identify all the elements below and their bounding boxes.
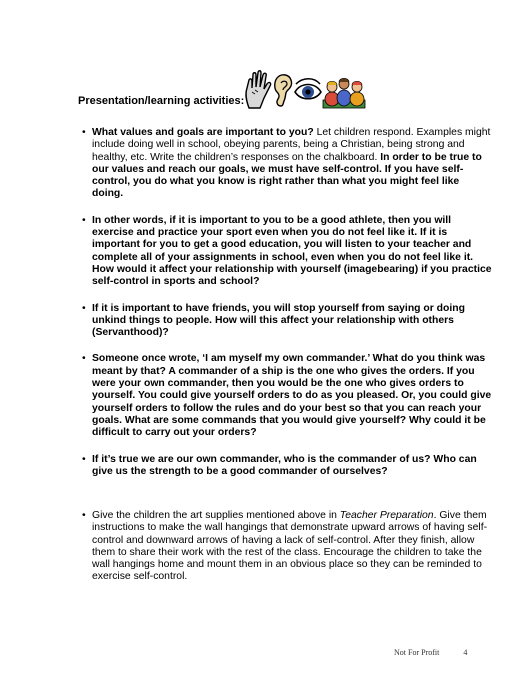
page-number: 4 (463, 648, 468, 657)
bullet: • (82, 302, 86, 314)
discussion-list (82, 127, 492, 492)
bullet: • (82, 353, 86, 365)
hand-icon (246, 71, 271, 108)
list-item (82, 353, 492, 439)
group-icon (323, 78, 365, 108)
activity-italic: Teacher Preparation (339, 510, 434, 521)
activity-list (82, 510, 492, 584)
eye-icon (295, 79, 321, 99)
item-text: Let children respond. Examples might include doing well in school, obeying parents, being a Christian, being strong and healthy, etc. Write the children’s responses on the chalkboard. (92, 127, 491, 163)
list-item (82, 302, 492, 340)
activity-text-1: Give the children the art supplies mentioned above in (92, 510, 340, 521)
sensory-icons (243, 70, 367, 110)
item-text: In other words, if it is important to you to be a good athlete, then you will exercise and practice your sport even when you do not feel like it. If it is important for you to get a good education, you will listen to your teacher and complete all of your assignments in school, even when you do not feel like it. How would it affect your relationship with yourself (imagebearing) if you practice self-control in sports and school? (92, 214, 492, 288)
ear-icon (275, 75, 292, 106)
item-emphasis: In order to be true to our values and reach our goals, we must have self-control. If you have self-control, you do what you know is right rather than what you might feel like doing. (92, 151, 482, 200)
page-footer (394, 648, 467, 657)
bullet: • (82, 453, 86, 465)
bullet: • (82, 127, 86, 138)
footer-text: Not For Profit (394, 648, 440, 657)
activity-text-2: . Give them instructions to make the wall hangings that demonstrate upward arrows of having self-control and downward arrows of having a lack of self-control. After they finish, allow them to share their work with the rest of the class. Encourage the children to take the wall hangings home and mount them in an obvious place so they can be reminded to exercise self-control. (92, 510, 488, 583)
bullet: • (82, 510, 86, 521)
list-item (82, 127, 492, 201)
list-item (82, 453, 492, 479)
item-question: What values and goals are important to you? (92, 127, 314, 138)
bullet: • (82, 214, 86, 226)
list-item (82, 510, 492, 584)
item-text: If it’s true we are our own commander, who is the commander of us? Who can give us the strength to be a good commander of ourselves? (92, 453, 477, 477)
item-text: If it is important to have friends, you will stop yourself from saying or doing unkind things to people. How will this affect your relationship with others (Servanthood)? (92, 302, 465, 339)
section-heading: Presentation/learning activities: (78, 95, 245, 107)
item-text: Someone once wrote, ‘I am myself my own commander.’ What do you think was meant by that? A commander of a ship is the one who gives the orders. If you were your own commander, then you would be the one who gives orders to yourself. You could give yourself orders to do as you pleased. Or, you could give yourself orders to follow the rules and do your best so that you can reach your goals. What are some commands that you would give yourself? Why could it be difficult to carry out your orders? (92, 353, 492, 439)
list-item (82, 214, 492, 289)
